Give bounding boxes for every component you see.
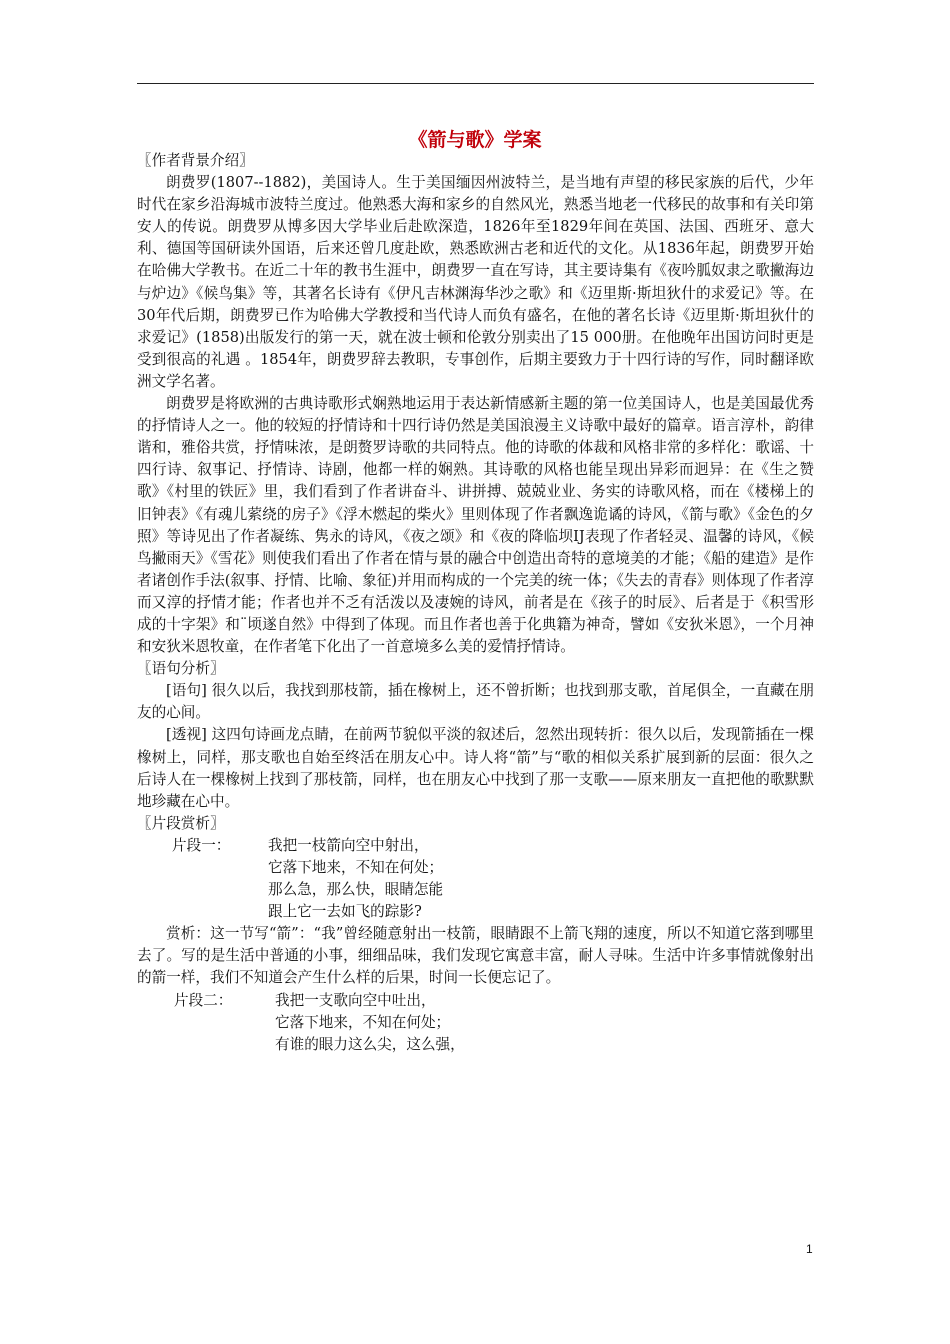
fragment-1-line-2 xyxy=(137,857,814,879)
poem-line: 跟上它一去如飞的踪影? xyxy=(268,903,422,921)
poem-line: 它落下地来，不知在何处； xyxy=(268,859,444,876)
page-title: 《箭与歌》学案 xyxy=(408,129,542,151)
paragraph-appreciation: 赏析：这一节写“箭”：“我”曾经随意射出一枝箭，眼睛跟不上箭飞翔的速度，所以不知道它落到哪里去了。写的是生活中普通的小事，细细品味，我们发现它寓意丰富，耐人寻味。生活中许多事情就像射出的箭一样，我们不知道会产生什么样的后果，时间一长便忘记了。 xyxy=(137,925,814,987)
fragment-2-line-2 xyxy=(137,1012,814,1034)
fragment-2-line-1 xyxy=(137,990,814,1012)
fragment-1-label: 片段一： xyxy=(172,836,231,854)
poem-line: 我把一枝箭向空中射出， xyxy=(268,836,429,854)
document-body xyxy=(137,150,814,1056)
fragment-1-line-4 xyxy=(137,901,814,923)
paragraph-sentence: [语句] 很久以后，我找到那枝箭，插在橡树上，还不曾折断；也找到那支歌，首尾俱全，一直藏在朋友的心间。 xyxy=(137,682,814,722)
poem-line: 它落下地来，不知在何处； xyxy=(275,1013,451,1031)
section-heading-sentence: 〖语句分析〗 xyxy=(137,660,225,678)
paragraph-perspective: [透视] 这四句诗画龙点睛，在前两节貌似平淡的叙述后，忽然出现转折：很久以后，发现箭插在一棵橡树上，同样，那支歌也自始至终活在朋友心中。诗人将“箭”与“歌的相似关系扩展到新的层面：很久之后诗人在一棵橡树上找到了那枝箭，同样，也在朋友心中找到了那一支歌——原来朋友一直把他的歌默默地珍藏在心中。 xyxy=(137,726,814,810)
fragment-2-line-3 xyxy=(137,1034,814,1056)
paragraph-bio-2: 朗费罗是将欧洲的古典诗歌形式娴熟地运用于表达新情感新主题的第一位美国诗人，也是美国最优秀的抒情诗人之一。他的较短的抒情诗和十四行诗仍然是美国浪漫主义诗歌中最好的篇章。语言淳朴，韵律谐和，雅俗共赏，抒情味浓，是朗赘罗诗歌的共同特点。他的诗歌的体裁和风格非常的多样化：歌谣、十四行诗、叙事记、抒情诗、诗剧，他都一样的娴熟。其诗歌的风格也能呈现出异彩而迥异：在《生之赞歌》《村里的铁匠》里，我们看到了作者讲奋斗、讲拼搏、兢兢业业、务实的诗歌风格，而在《楼梯上的旧钟表》《有魂儿萦绕的房子》《浮木燃起的柴火》里则体现了作者飘逸诡谲的诗风，《箭与歌》《金色的夕照》等诗见出了作者凝练、隽永的诗风，《夜之颂》和《夜的降临坝IJ表现了作者轻灵、温馨的诗风，《候鸟撇雨天》《雪花》则使我们看出了作者在情与景的融合中创造出奇特的意境美的才能；《船的建造》是作者诸创作手法(叙事、抒情、比喻、象征)并用而构成的一个完美的统一体；《失去的青春》则体现了作者淳而又淳的抒情才能；作者也并不乏有活泼以及凄婉的诗风，前者是在《孩子的时辰》、后者是于《积雪形成的十字架》和¨顷遂自然》中得到了体现。而且作者也善于化典籍为神奇，譬如《安狄米恩》，一个月神和安狄米恩牧童，在作者笔下化出了一首意境多么美的爱情抒情诗。 xyxy=(137,395,814,656)
fragment-1-line-1 xyxy=(137,835,814,857)
poem-line: 那么急，那么快，眼睛怎能 xyxy=(268,881,444,899)
section-heading-author: 〖作者背景介绍〗 xyxy=(137,152,254,169)
section-heading-fragment: 〖片段赏析〗 xyxy=(137,814,225,832)
paragraph-bio-1: 朗费罗(1807--1882)，美国诗人。生于美国缅因州波特兰，是当地有声望的移民家族的后代，少年时代在家乡沿海城市波特兰度过。他熟悉大海和家乡的自然风光，熟悉当地老一代移民的故事和有关印第安人的传说。朗费罗从博多因大学毕业后赴欧深造，1826年至1829年间在英国、法国、西班牙、意大利、德国等国研读外国语，后来还曾几度赴欧，熟悉欧洲古老和近代的文化。从1836年起，朗费罗开始在哈佛大学教书。在近二十年的教书生涯中，朗费罗一直在写诗，其主要诗集有《夜吟胍奴隶之歌撇海边与炉边》《候鸟集》等，其著名长诗有《伊凡吉林渊海华沙之歌》和《迈里斯·斯坦狄什的求爱记》等。在30年代后期，朗费罗已作为哈佛大学教授和当代诗人而负有盛名，在他的著名长诗《迈里斯·斯坦狄什的求爱记》(1858)出版发行的第一天，就在波士顿和伦敦分别卖出了15 000册。在他晚年出国访问时更是受到很高的礼遇 。1854年，朗费罗辞去教职，专事创作，后期主要致力于十四行诗的写作，同时翻译欧洲文学名著。 xyxy=(137,174,814,390)
fragment-1-line-3 xyxy=(137,879,814,901)
poem-line: 有谁的眼力这么尖，这么强， xyxy=(275,1035,465,1053)
fragment-2-label: 片段二： xyxy=(174,991,233,1009)
header-rule xyxy=(137,83,814,84)
page-number: 1 xyxy=(806,1242,813,1256)
poem-line: 我把一支歌向空中吐出， xyxy=(275,991,436,1009)
